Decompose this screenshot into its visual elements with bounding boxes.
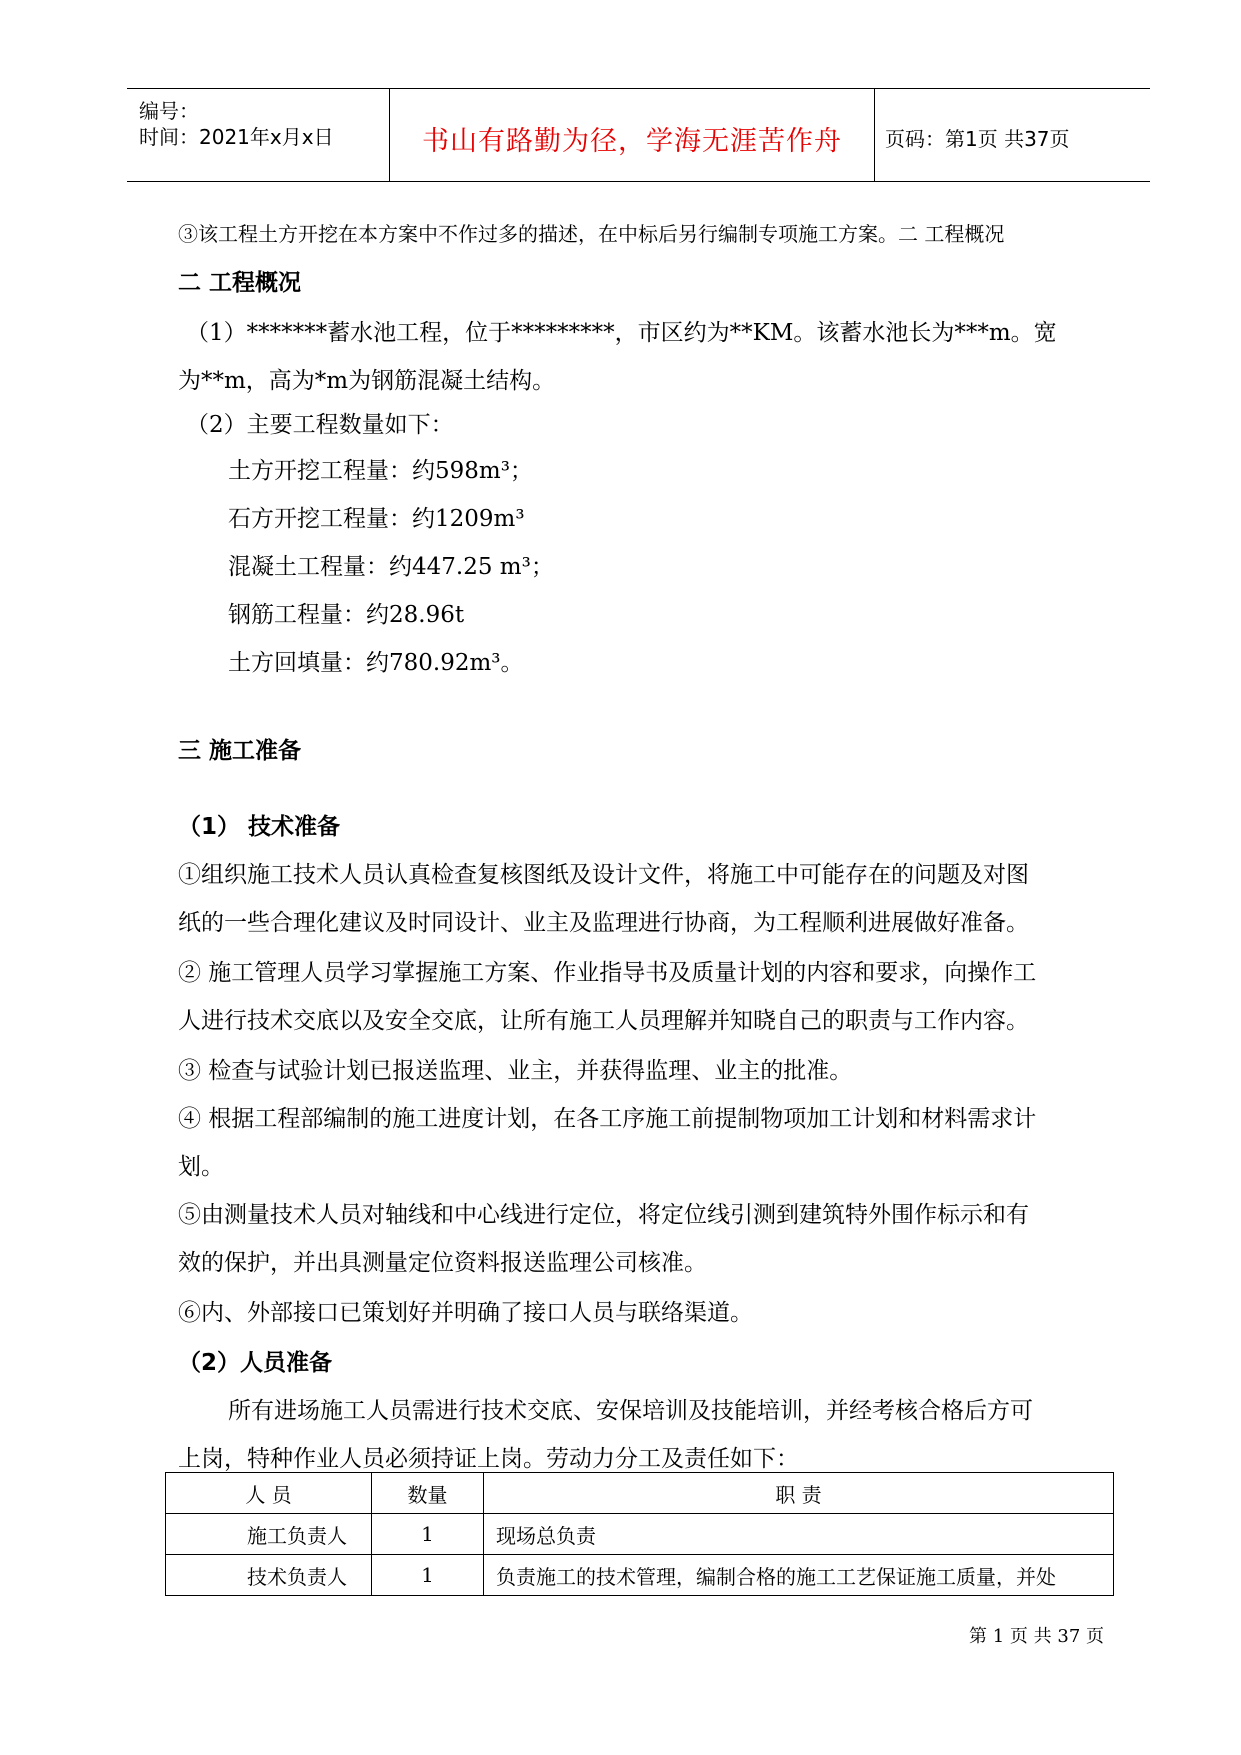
- subsection-technical-title: （1） 技术准备: [178, 814, 341, 840]
- document-number-label: 编号：: [139, 99, 199, 123]
- technical-item-5-line-1: ⑤由测量技术人员对轴线和中心线进行定位，将定位线引测到建筑特外围作标示和有: [178, 1202, 1029, 1228]
- quantity-earthwork: 土方开挖工程量：约598m³；: [228, 458, 533, 484]
- table-row: [166, 1555, 1114, 1596]
- table-cell: 施工负责人: [166, 1514, 372, 1555]
- header-page-number: 页码：第1页 共37页: [885, 127, 1070, 151]
- labour-table: [165, 1472, 1114, 1596]
- paragraph-1-line-1: （1）*******蓄水池工程，位于*********，市区约为**KM。该蓄水池长为***m。宽: [186, 320, 1057, 346]
- technical-item-3: ③ 检查与试验计划已报送监理、业主，并获得监理、业主的批准。: [178, 1058, 853, 1084]
- header-motto: 书山有路勤为径，学海无涯苦作舟: [422, 126, 842, 157]
- header-page-cell: [873, 89, 1150, 181]
- technical-item-4-line-1: ④ 根据工程部编制的施工进度计划，在各工序施工前提制物项加工计划和材料需求计: [178, 1106, 1037, 1132]
- personnel-paragraph-line-1: 所有进场施工人员需进行技术交底、安保培训及技能培训，并经考核合格后方可: [228, 1398, 1033, 1424]
- quantity-rebar: 钢筋工程量：约28.96t: [228, 602, 465, 628]
- quantity-backfill: 土方回填量：约780.92m³。: [228, 650, 524, 676]
- table-cell: 负责施工的技术管理，编制合格的施工工艺保证施工质量，并处: [484, 1555, 1114, 1596]
- technical-item-1-line-1: ①组织施工技术人员认真检查复核图纸及设计文件，将施工中可能存在的问题及对图: [178, 862, 1029, 888]
- paragraph-2: （2）主要工程数量如下：: [186, 412, 454, 438]
- table-header-cell: 数量: [372, 1473, 484, 1514]
- header-info-cell: [127, 89, 389, 181]
- table-cell: 1: [372, 1514, 484, 1555]
- technical-item-1-line-2: 纸的一些合理化建议及时同设计、业主及监理进行协商，为工程顺利进展做好准备。: [178, 910, 1029, 936]
- table-row: [166, 1514, 1114, 1555]
- header-motto-cell: [389, 89, 875, 181]
- paragraph-1-line-2: 为**m，高为*m为钢筋混凝土结构。: [178, 368, 556, 394]
- table-cell: 技术负责人: [166, 1555, 372, 1596]
- technical-item-6: ⑥内、外部接口已策划好并明确了接口人员与联络渠道。: [178, 1300, 753, 1326]
- table-header-cell: 人 员: [166, 1473, 372, 1514]
- intro-line: ③该工程土方开挖在本方案中不作过多的描述，在中标后另行编制专项施工方案。二 工程概况: [178, 222, 1005, 246]
- technical-item-5-line-2: 效的保护，并出具测量定位资料报送监理公司核准。: [178, 1250, 707, 1276]
- technical-item-4-line-2: 划。: [178, 1154, 224, 1180]
- technical-item-2-line-1: ② 施工管理人员学习掌握施工方案、作业指导书及质量计划的内容和要求，向操作工: [178, 960, 1037, 986]
- technical-item-2-line-2: 人进行技术交底以及安全交底，让所有施工人员理解并知晓自己的职责与工作内容。: [178, 1008, 1029, 1034]
- table-cell: 1: [372, 1555, 484, 1596]
- quantity-rockwork: 石方开挖工程量：约1209m³: [228, 506, 525, 532]
- table-header-row: [166, 1473, 1114, 1514]
- quantity-concrete: 混凝土工程量：约447.25 m³；: [228, 554, 554, 580]
- personnel-paragraph-line-2: 上岗，特种作业人员必须持证上岗。劳动力分工及责任如下：: [178, 1446, 799, 1472]
- table-header-cell: 职 责: [484, 1473, 1114, 1514]
- page-header: [127, 88, 1150, 182]
- section-3-title: 三 施工准备: [178, 738, 302, 764]
- page-footer: 第 1 页 共 37 页: [969, 1626, 1104, 1647]
- document-time-label: 时间：2021年x月x日: [139, 125, 334, 149]
- section-2-title: 二 工程概况: [178, 270, 302, 296]
- subsection-personnel-title: （2）人员准备: [178, 1350, 333, 1376]
- table-cell: 现场总负责: [484, 1514, 1114, 1555]
